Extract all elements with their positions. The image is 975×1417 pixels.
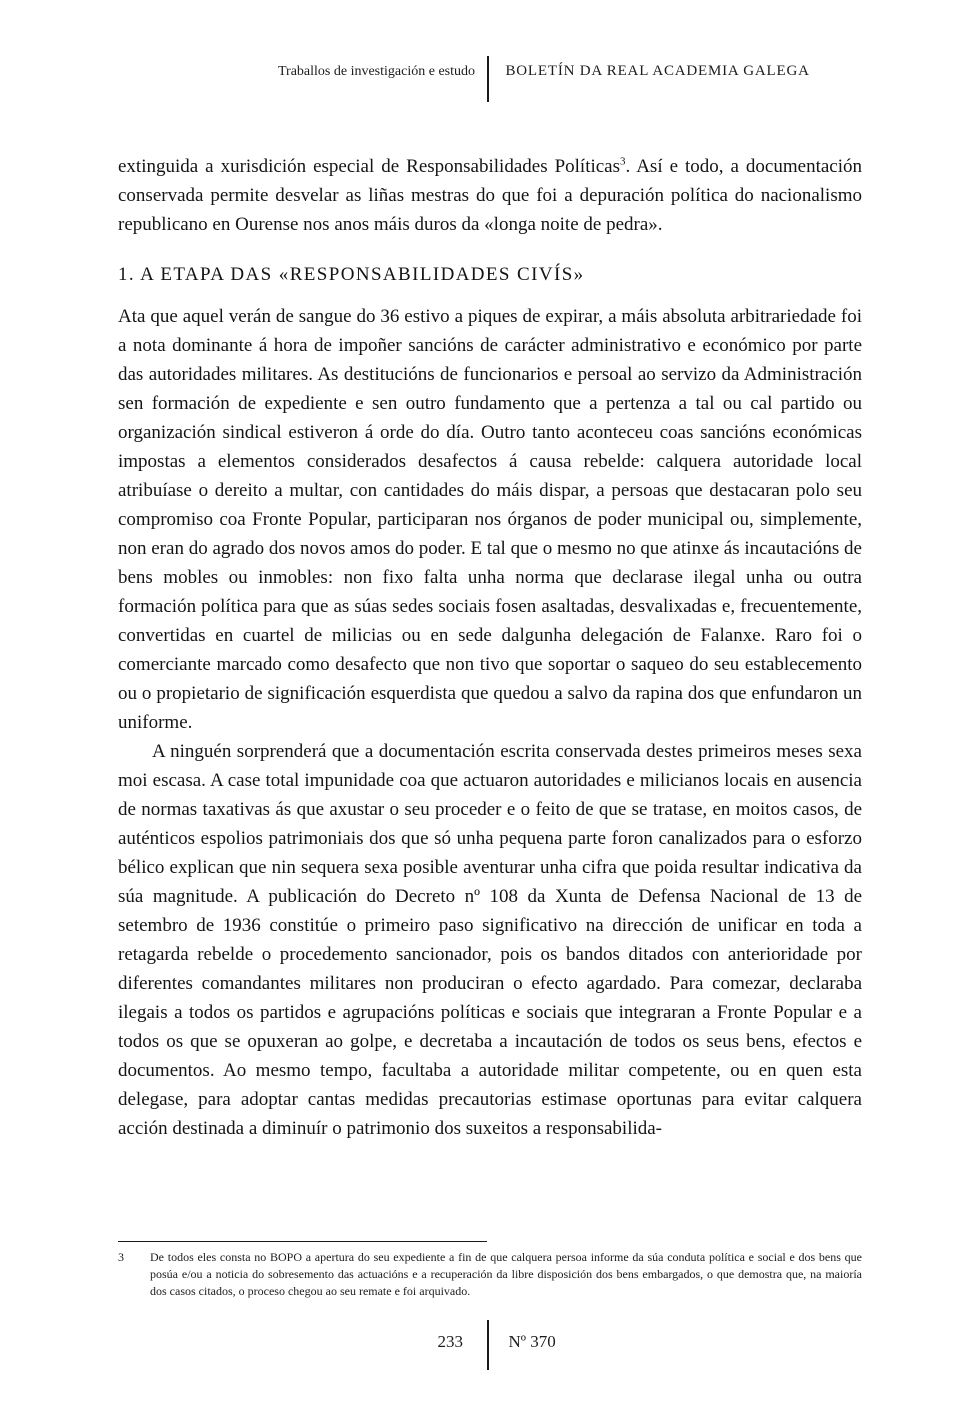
body-text bbox=[118, 152, 862, 1236]
footnote-block bbox=[118, 1241, 862, 1300]
section-heading: 1. A ETAPA DAS «RESPONSABILIDADES CIVÍS» bbox=[118, 264, 585, 285]
paragraph-2: Ata que aquel verán de sangue do 36 estivo a piques de expirar, a máis absoluta arbitrariedade foi a nota dominante á hora de impoñer sancións de carácter administrativo e económico por parte das autoridades militares. As destitucións de funcionarios e persoal ao servizo da Administración sen formación de expediente e sen outro fundamento que a pertenza a tal ou cal partido ou organización sindical estiveron á orde do día. Outro tanto aconteceu coas sancións económicas impostas a elementos considerados desafectos á causa rebelde: calquera autoridade local atribuíase o dereito a multar, con cantidades do máis dispar, a persoas que destacaran polo seu compromiso coa Fronte Popular, participaran nos órganos de poder municipal ou, simplemente, non eran do agrado dos novos amos do poder. E tal que o mesmo no que atinxe ás incautacións de bens mobles ou inmobles: non fixo falta unha norma que declarase ilegal unha ou outra formación política para que as súas sedes sociais fosen asaltadas, desvalixadas e, frecuentemente, convertidas en cuartel de milicias ou en sede dalgunha delegación de Falanxe. Raro foi o comerciante marcado como desafecto que non tivo que soportar o saqueo do seu establecemento ou o propietario de significación esquerdista que quedou a salvo da rapina dos que enfundaron un uniforme. bbox=[118, 306, 862, 733]
page-number: 233 bbox=[437, 1332, 463, 1351]
footnote bbox=[118, 1249, 862, 1300]
running-header bbox=[0, 56, 975, 102]
paragraph-continuation-text: extinguida a xurisdición especial de Responsabilidades Políticas bbox=[118, 156, 621, 177]
paragraph-continuation-rest: . Así e todo, a documentación conservada permite desvelar as liñas mestras do que foi a depuración política do nacionalismo republicano en Ourense nos anos máis duros da «longa noite de pedra». bbox=[118, 156, 862, 235]
footnote-separator-rule bbox=[118, 1241, 487, 1242]
paragraph-continuation bbox=[118, 152, 862, 239]
footnote-reference: 3 bbox=[620, 155, 626, 168]
page-footer bbox=[0, 1320, 975, 1370]
header-journal-title: BOLETÍN DA REAL ACADEMIA GALEGA bbox=[505, 63, 810, 79]
paragraph-3: A ninguén sorprenderá que a documentación escrita conservada destes primeiros meses sexa moi escasa. A case total impunidade coa que actuaron autoridades e milicianos locais en ausencia de normas taxativas ás que axustar o seu proceder e o feito de que se tratase, en moitos casos, de auténticos espolios patrimoniais dos que só unha pequena parte foron canalizados para o esforzo bélico explican que nin sequera sexa posible aventurar unha cifra que poida resultar indicativa da súa magnitude. A publicación do Decreto nº 108 da Xunta de Defensa Nacional de 13 de setembro de 1936 constitúe o primeiro paso significativo na dirección de unificar en toda a retagarda rebelde o procedemento sancionador, pois os bandos ditados con anterioridade por diferentes comandantes militares non produciran o efecto agardado. Para comezar, declaraba ilegais a todos os partidos e agrupacións políticas e sociais que integraran a Fronte Popular e a todos os que se opuxeran ao golpe, e decretaba a incautación de todos os seus bens, efectos e documentos. Ao mesmo tempo, facultaba a autoridade militar competente, ou en quen esta delegase, para adoptar cantas medidas precautorias estimase oportunas para evitar calquera acción destinada a diminuír o patrimonio dos suxeitos a responsabilida- bbox=[118, 741, 862, 1139]
header-section-title: Traballos de investigación e estudo bbox=[277, 64, 475, 79]
issue-number: Nº 370 bbox=[508, 1332, 556, 1351]
footnote-text: De todos eles consta no BOPO a apertura do seu expediente a fin de que calquera persoa informe da súa conduta política e social e dos bens que posúa e/ou a noticia do sobresemento das actuacións e a recuperación da libre disposición dos bens embargados, o que demostra que, na maioría dos casos citados, o proceso chegou ao seu remate e foi arquivado. bbox=[150, 1250, 862, 1298]
footnote-number: 3 bbox=[118, 1250, 124, 1264]
